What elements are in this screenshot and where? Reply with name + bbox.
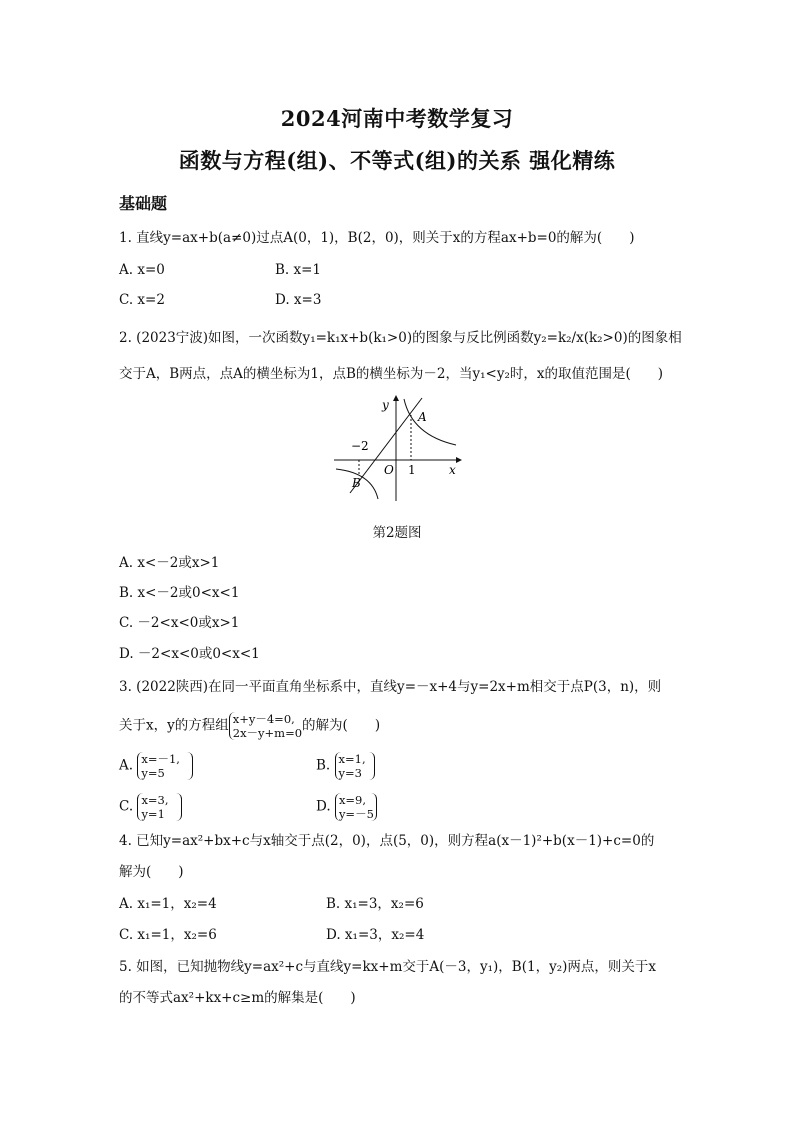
q3-text-pre: 关于x，y的方程组 <box>119 717 229 734</box>
q3-option-b <box>316 752 375 780</box>
q3-option-a-system <box>137 752 193 780</box>
label-origin: O <box>384 463 394 477</box>
q3-option-b-line2: y=3 <box>338 766 362 780</box>
question-5-text-line1: 5. 如图，已知抛物线y=ax²+c与直线y=kx+m交于A(－3，y₁)，B(1，y₂)两点，则关于x <box>119 959 657 975</box>
q3-option-b-system <box>335 752 375 780</box>
q3-option-b-label: B. <box>316 757 331 774</box>
q2-option-b: B. x<－2或0<x<1 <box>119 585 240 601</box>
q3-option-a-label: A. <box>119 757 134 774</box>
label-neg-two: −2 <box>351 439 369 453</box>
question-2-text-line1: 2. (2023宁波)如图，一次函数y₁=k₁x+b(k₁>0)的图象与反比例函数y₂=k₂/x(k₂>0)的图象相 <box>119 330 682 346</box>
q1-option-b: B. x=1 <box>275 262 322 278</box>
question-3-text-line2 <box>119 712 380 740</box>
x-axis-arrow-icon <box>456 457 462 463</box>
q3-system-eq2: 2x－y+m=0 <box>232 726 303 740</box>
q4-option-d: D. x₁=3，x₂=4 <box>326 927 425 943</box>
q3-option-c-label: C. <box>119 798 134 815</box>
q3-equation-system <box>229 712 302 740</box>
q3-option-d-line2: y=－5 <box>338 807 374 821</box>
q3-option-a-line2: y=5 <box>141 766 165 780</box>
q3-option-a-line1: x=－1, <box>141 752 180 766</box>
question-2-figure-caption: 第2题图 <box>372 525 422 541</box>
section-heading: 基础题 <box>119 194 168 213</box>
q1-option-d: D. x=3 <box>275 292 322 308</box>
document-title: 2024河南中考数学复习 <box>280 106 514 131</box>
q2-option-a: A. x<－2或x>1 <box>119 555 220 571</box>
label-point-a: A <box>418 410 427 424</box>
label-one: 1 <box>408 463 416 477</box>
q3-option-a <box>119 752 193 780</box>
q3-option-d-label: D. <box>316 798 331 815</box>
q3-option-c-line2: y=1 <box>141 807 165 821</box>
question-5-text-line2: 的不等式ax²+kx+c≥m的解集是( ) <box>119 990 356 1006</box>
q3-option-b-line1: x=1, <box>338 752 366 766</box>
question-3-text-line1: 3. (2022陕西)在同一平面直角坐标系中，直线y=－x+4与y=2x+m相交于点P(3，n)，则 <box>119 679 662 695</box>
q3-text-post: 的解为( ) <box>302 717 381 734</box>
q3-option-d-line1: x=9, <box>338 793 367 807</box>
question-1-text: 1. 直线y=ax+b(a≠0)过点A(0，1)，B(2，0)，则关于x的方程ax+b=0的解为( ) <box>119 230 635 246</box>
q3-system-eq1: x+y－4=0, <box>232 712 295 726</box>
question-2-text-line2: 交于A，B两点，点A的横坐标为1，点B的横坐标为－2，当y₁<y₂时，x的取值范围是( ) <box>119 366 664 382</box>
q3-option-c-system <box>137 793 181 821</box>
q2-option-d: D. －2<x<0或0<x<1 <box>119 646 260 662</box>
question-4-text-line1: 4. 已知y=ax²+bx+c与x轴交于点(2，0)，点(5，0)，则方程a(x－1)²+b(x－1)+c=0的 <box>119 833 655 849</box>
hyperbola-branch-first-quadrant <box>404 399 456 445</box>
q1-option-a: A. x=0 <box>119 262 165 278</box>
document-subtitle: 函数与方程(组)、不等式(组)的关系 强化精练 <box>178 148 616 173</box>
q4-option-b: B. x₁=3，x₂=6 <box>326 896 424 912</box>
label-point-b: B <box>352 476 361 490</box>
q4-option-a: A. x₁=1，x₂=4 <box>119 896 217 912</box>
q2-option-c: C. －2<x<0或x>1 <box>119 615 240 631</box>
y-axis-arrow-icon <box>393 395 399 401</box>
q3-option-c-line1: x=3, <box>141 793 169 807</box>
q1-option-c: C. x=2 <box>119 292 165 308</box>
question-4-text-line2: 解为( ) <box>119 864 184 880</box>
label-y: y <box>382 398 389 412</box>
label-x: x <box>449 463 456 477</box>
q3-option-d-system <box>335 793 377 821</box>
q3-option-c <box>119 793 182 821</box>
question-2-figure <box>332 393 462 505</box>
q4-option-c: C. x₁=1，x₂=6 <box>119 927 217 943</box>
q3-option-d <box>316 793 377 821</box>
